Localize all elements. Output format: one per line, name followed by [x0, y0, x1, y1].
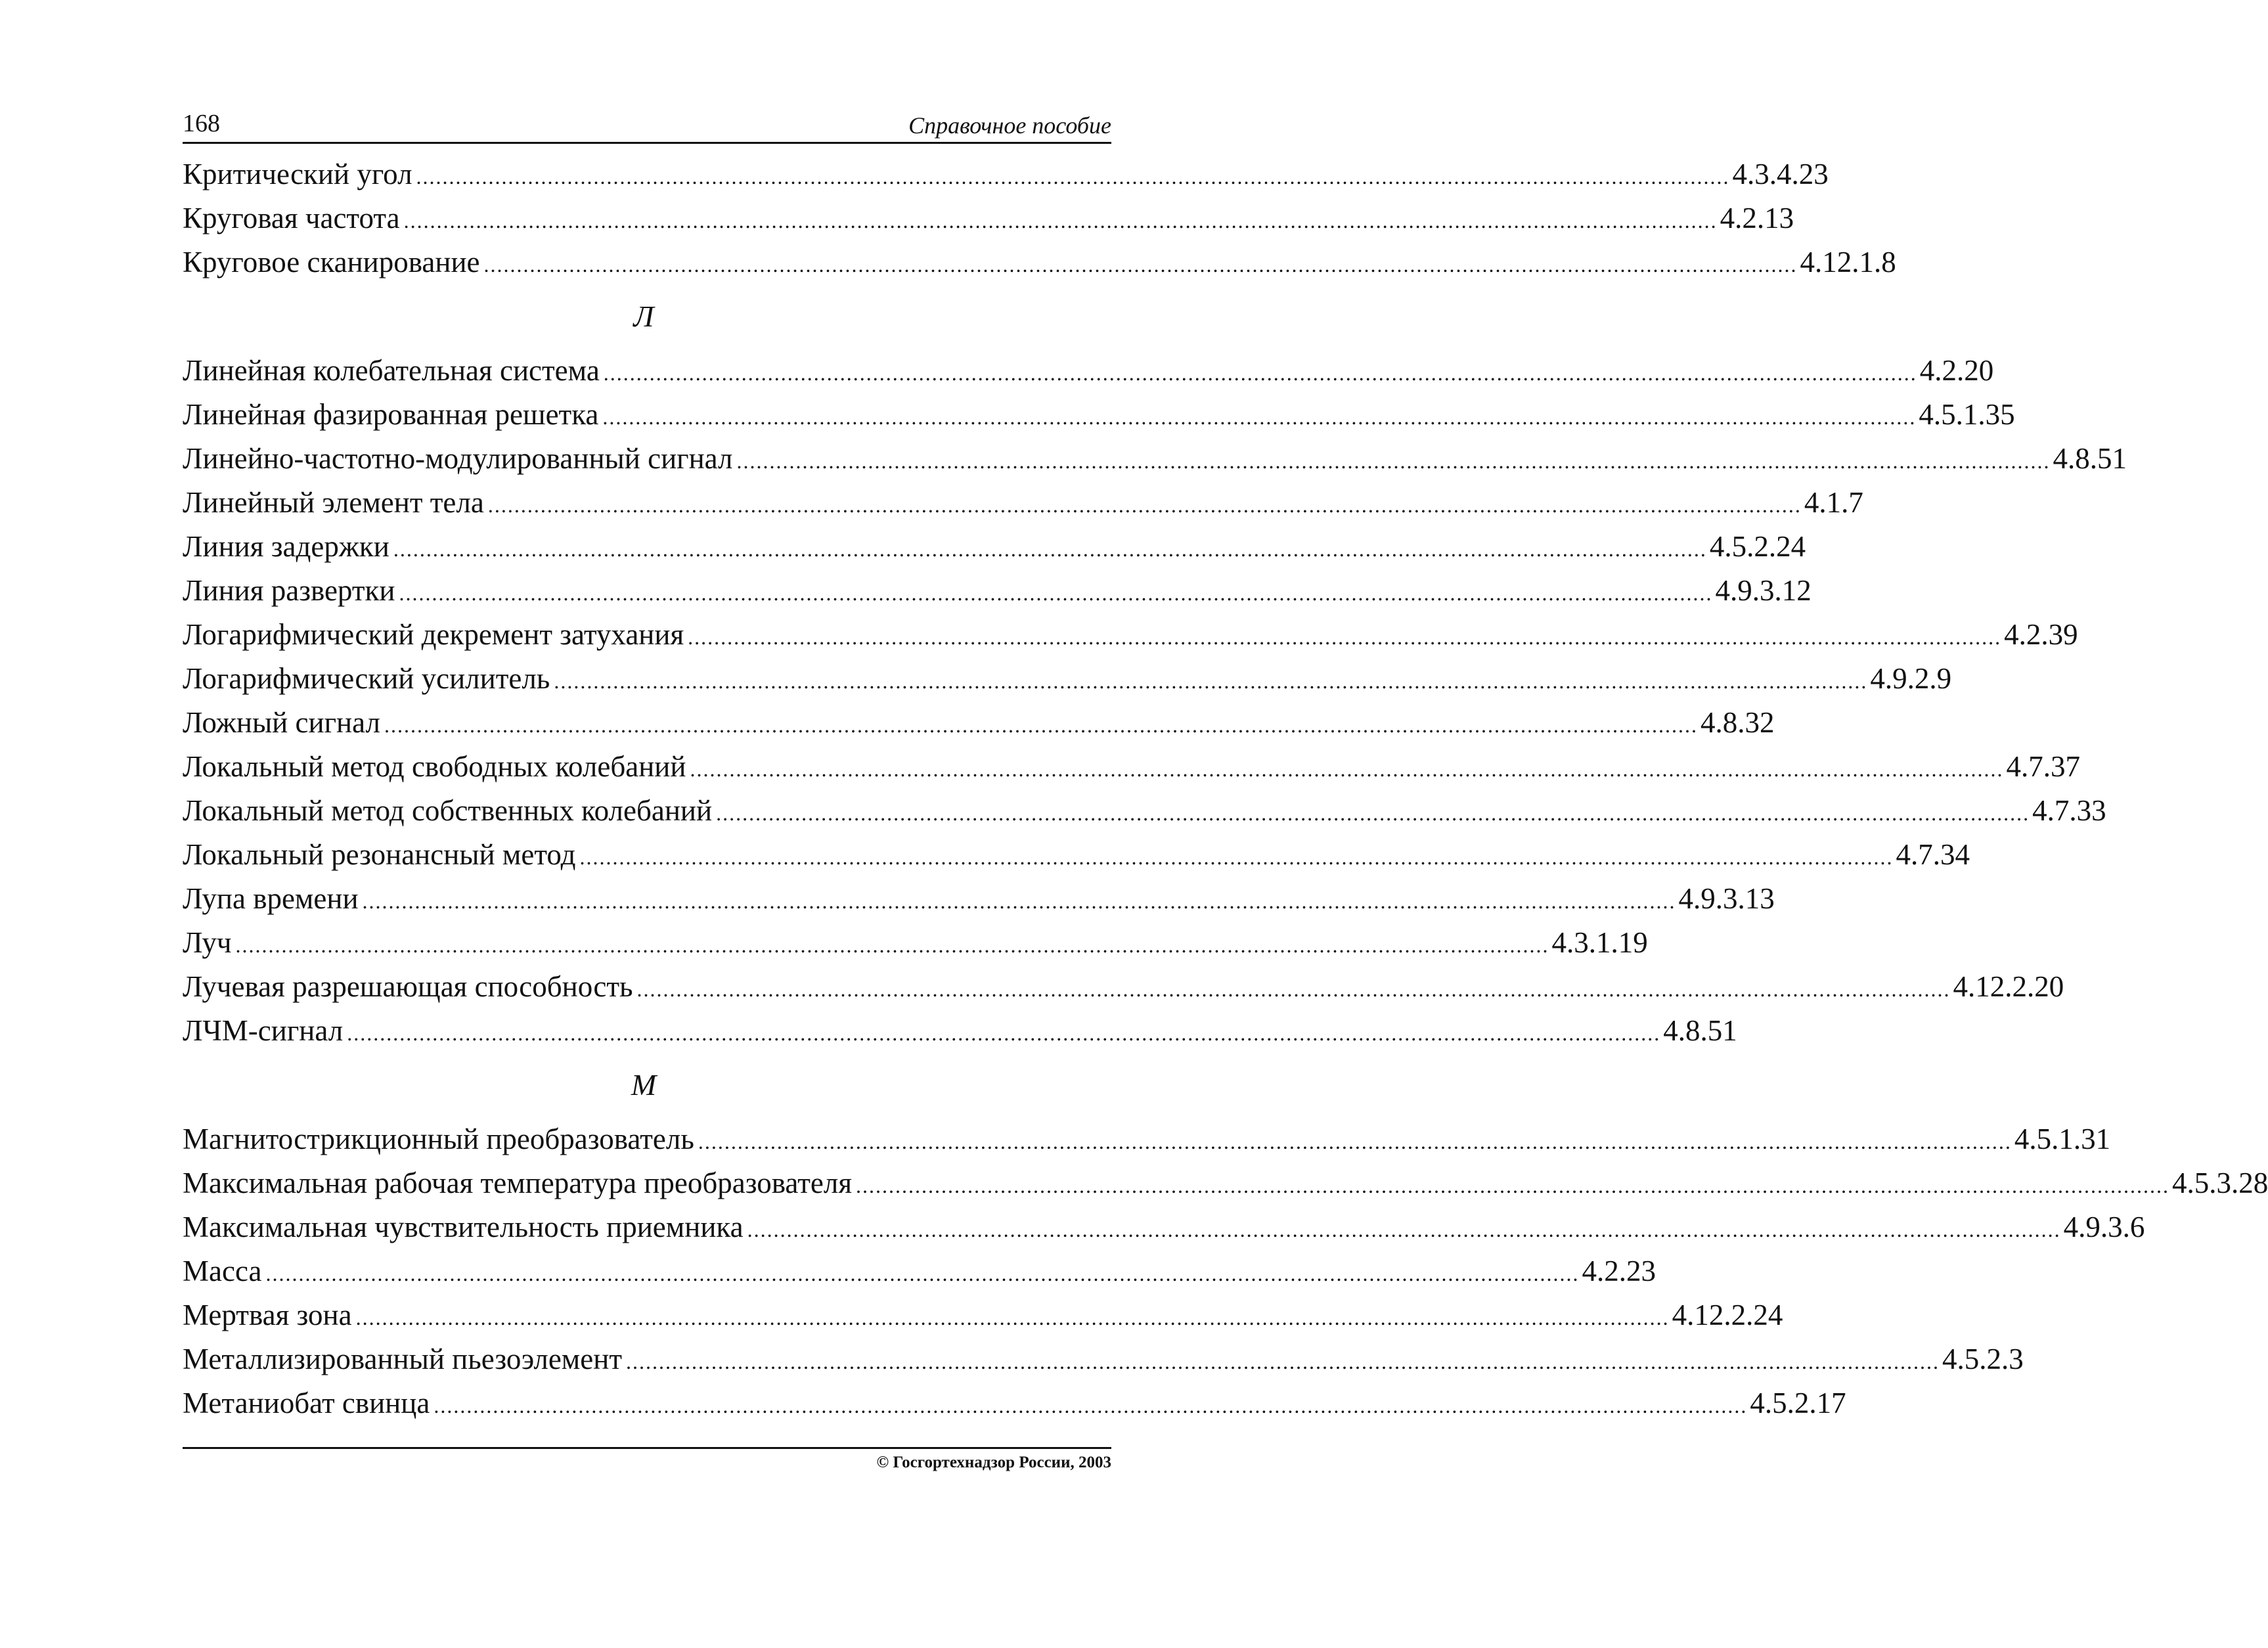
dot-leader: ........................................................................................................................................................................................................	[603, 361, 1917, 385]
entry-reference: 4.5.2.24	[1709, 530, 1806, 563]
entry-term: Круговое сканирование	[183, 246, 480, 278]
entry-term: Магнитострикционный преобразователь	[183, 1123, 694, 1155]
index-entry	[183, 745, 2080, 789]
copyright-notice: © Госгортехнадзор России, 2003	[876, 1454, 1111, 1471]
entry-reference: 4.8.51	[1663, 1014, 1737, 1047]
entry-reference: 4.5.2.3	[1942, 1343, 2024, 1375]
dot-leader: ........................................................................................................................................................................................................	[736, 449, 2051, 473]
entry-reference: 4.7.34	[1896, 838, 1970, 871]
dot-leader: ........................................................................................................................................................................................................	[688, 625, 2002, 649]
index-entry	[183, 789, 2106, 833]
entry-term: Ложный сигнал	[183, 706, 380, 739]
entry-reference: 4.7.33	[2032, 794, 2106, 827]
index-entry	[183, 1249, 1656, 1293]
entry-term: Линейно-частотно-модулированный сигнал	[183, 442, 733, 475]
dot-leader: ........................................................................................................................................................................................................	[483, 253, 1798, 277]
entry-reference: 4.12.1.8	[1800, 246, 1896, 278]
index-entry	[183, 525, 1806, 569]
entry-term: Масса	[183, 1255, 262, 1287]
entry-reference: 4.1.7	[1804, 486, 1863, 519]
dot-leader: ........................................................................................................................................................................................................	[355, 1306, 1670, 1329]
index-entry	[183, 965, 2064, 1009]
entry-reference: 4.8.51	[2053, 442, 2127, 475]
dot-leader: ........................................................................................................................................................................................................	[416, 165, 1730, 189]
entry-term: Лучевая разрешающая способность	[183, 970, 633, 1003]
index-entry	[183, 921, 1648, 965]
index-entry	[183, 1009, 1737, 1053]
entry-reference: 4.12.2.20	[1953, 970, 2064, 1003]
dot-leader: ........................................................................................................................................................................................................	[487, 493, 1802, 517]
dot-leader: ........................................................................................................................................................................................................	[362, 889, 1676, 913]
footer-rule	[183, 1447, 1111, 1449]
index-entry	[183, 1161, 2268, 1205]
entry-term: Критический угол	[183, 158, 412, 190]
entry-term: Круговая частота	[183, 202, 400, 234]
index-entry	[183, 657, 1952, 701]
index-entry	[183, 393, 2015, 437]
entry-term: Линия развертки	[183, 574, 395, 607]
dot-leader: ........................................................................................................................................................................................................	[265, 1262, 1580, 1285]
header-rule	[183, 142, 1111, 144]
dot-leader: ........................................................................................................................................................................................................	[856, 1174, 2170, 1197]
dot-leader: ........................................................................................................................................................................................................	[384, 713, 1698, 737]
dot-leader: ........................................................................................................................................................................................................	[235, 933, 1549, 957]
section-letter: Л	[633, 300, 654, 333]
index-entry	[183, 152, 1829, 196]
dot-leader: ........................................................................................................................................................................................................	[698, 1130, 2012, 1153]
entry-reference: 4.2.39	[2004, 618, 2078, 651]
index-entries	[183, 152, 2268, 1425]
dot-leader: ........................................................................................................................................................................................................	[347, 1021, 1661, 1045]
dot-leader: ........................................................................................................................................................................................................	[636, 977, 1951, 1001]
page-number: 168	[183, 110, 220, 137]
index-entry	[183, 1293, 1783, 1337]
running-title: Справочное пособие	[908, 112, 1111, 139]
dot-leader: ........................................................................................................................................................................................................	[554, 669, 1868, 693]
index-entry	[183, 701, 1775, 745]
entry-reference: 4.2.23	[1582, 1255, 1656, 1287]
dot-leader: ........................................................................................................................................................................................................	[626, 1350, 1940, 1373]
entry-term: Метаниобат свинца	[183, 1387, 430, 1419]
index-entry	[183, 569, 1812, 613]
entry-term: Линия задержки	[183, 530, 389, 563]
entry-term: Максимальная рабочая температура преобразователя	[183, 1167, 853, 1199]
entry-reference: 4.8.32	[1700, 706, 1775, 739]
index-entry	[183, 196, 1794, 240]
entry-term: ЛЧМ-сигнал	[183, 1014, 344, 1047]
entry-term: Максимальная чувствительность приемника	[183, 1211, 744, 1243]
entry-term: Логарифмический усилитель	[183, 662, 550, 695]
entry-term: Линейная колебательная система	[183, 354, 600, 387]
entry-term: Мертвая зона	[183, 1299, 352, 1331]
index-entry	[183, 481, 1863, 525]
entry-reference: 4.5.1.31	[2014, 1123, 2111, 1155]
entry-reference: 4.3.4.23	[1732, 158, 1829, 190]
dot-leader: ........................................................................................................................................................................................................	[602, 405, 1917, 429]
entry-reference: 4.5.2.17	[1750, 1387, 1846, 1419]
index-entry	[183, 437, 2127, 481]
entry-reference: 4.5.1.35	[1919, 398, 2015, 431]
entry-reference: 4.9.2.9	[1870, 662, 1952, 695]
entry-reference: 4.3.1.19	[1551, 926, 1648, 959]
dot-leader: ........................................................................................................................................................................................................	[399, 581, 1713, 605]
entry-reference: 4.2.13	[1720, 202, 1794, 234]
dot-leader: ........................................................................................................................................................................................................	[434, 1394, 1748, 1417]
index-entry	[183, 240, 1896, 284]
entry-reference: 4.7.37	[2006, 750, 2080, 783]
entry-term: Локальный метод собственных колебаний	[183, 794, 713, 827]
running-head	[183, 108, 1111, 142]
entry-term: Линейный элемент тела	[183, 486, 484, 519]
dot-leader: ........................................................................................................................................................................................................	[403, 209, 1718, 233]
index-entry	[183, 1381, 1846, 1425]
index-entry	[183, 833, 1970, 877]
entry-term: Луч	[183, 926, 232, 959]
index-entry	[183, 877, 1775, 921]
section-letter: М	[631, 1068, 657, 1102]
entry-term: Лупа времени	[183, 882, 359, 915]
dot-leader: ........................................................................................................................................................................................................	[579, 845, 1894, 869]
entry-reference: 4.9.3.12	[1715, 574, 1812, 607]
entry-term: Локальный метод свободных колебаний	[183, 750, 686, 783]
entry-term: Логарифмический декремент затухания	[183, 618, 684, 651]
entry-term: Линейная фазированная решетка	[183, 398, 599, 431]
entry-reference: 4.9.3.13	[1678, 882, 1775, 915]
index-entry	[183, 349, 1994, 393]
entry-term: Локальный резонансный метод	[183, 838, 576, 871]
index-entry	[183, 613, 2078, 657]
entry-reference: 4.5.3.28	[2172, 1167, 2268, 1199]
dot-leader: ........................................................................................................................................................................................................	[747, 1218, 2061, 1241]
entry-reference: 4.9.3.6	[2063, 1211, 2145, 1243]
dot-leader: ........................................................................................................................................................................................................	[393, 537, 1707, 561]
dot-leader: ........................................................................................................................................................................................................	[716, 801, 2030, 825]
entry-term: Металлизированный пьезоэлемент	[183, 1343, 623, 1375]
entry-reference: 4.2.20	[1919, 354, 1994, 387]
entry-reference: 4.12.2.24	[1672, 1299, 1783, 1331]
index-entry	[183, 1205, 2145, 1249]
dot-leader: ........................................................................................................................................................................................................	[690, 757, 2004, 781]
index-entry	[183, 1117, 2111, 1161]
index-entry	[183, 1337, 2024, 1381]
